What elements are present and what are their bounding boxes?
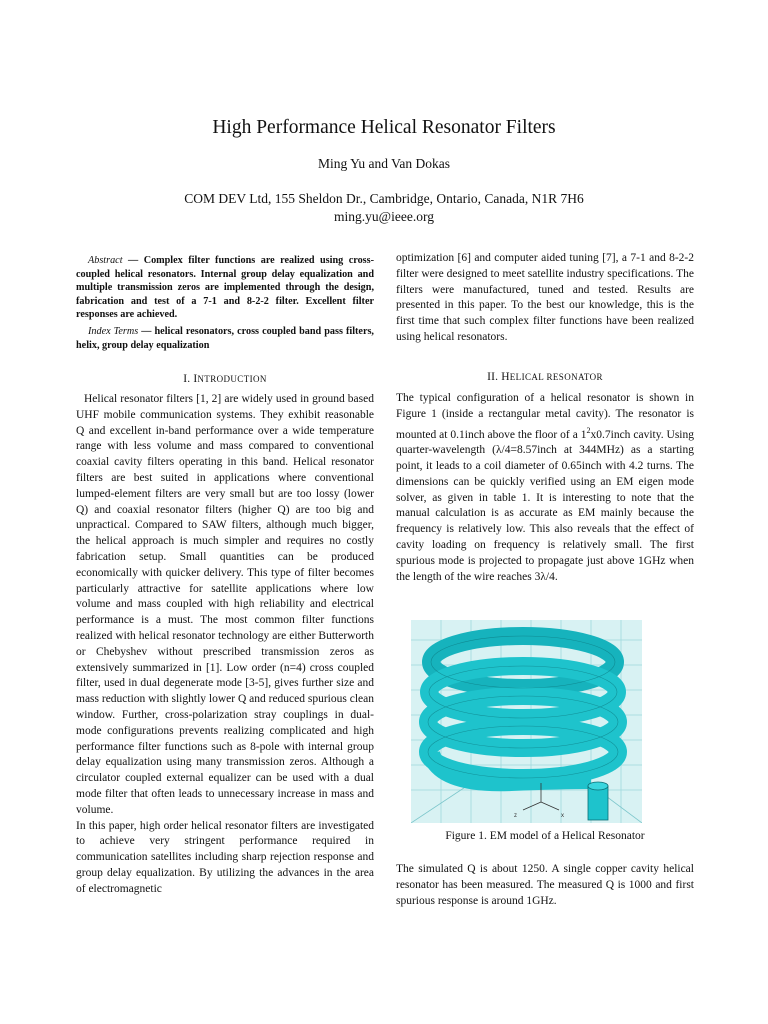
helical-paragraph-2: The simulated Q is about 1250. A single copper cavity helical resonator has been measured. The measured Q is 1000 and first spurious response is around 1GHz. xyxy=(396,863,694,907)
section-2-title: ELICAL RESONATOR xyxy=(509,372,603,382)
superscript-2: 2 xyxy=(586,425,591,435)
helical-paragraph-1-a: The typical configuration of a helical resonator is shown in Figure 1 (inside a rectangular metal cavity). The resonator is mounted at 0.1inch above the floor of a 1 xyxy=(396,392,694,441)
abstract-block xyxy=(76,254,374,355)
index-terms-label: Index Terms xyxy=(88,325,139,337)
coil-post-top xyxy=(588,782,608,790)
paper-title: High Performance Helical Resonator Filters xyxy=(212,117,556,138)
section-helical-body xyxy=(396,391,694,585)
paper-authors: Ming Yu and Van Dokas xyxy=(318,156,450,171)
section-2-num: II. H xyxy=(487,371,510,383)
helical-paragraph-1-b: x0.7inch cavity. Using quarter-wavelength (λ/4=8.57inch at 344MHz) as a starting point, it leads to a coil diameter of 0.65inch with 4.2 turns. The dimensions can be quickly verified using an EM eigen mode solver, as given in table 1. It is interesting to note that the manual calculation is as accurate as EM mainly because the frequency is relatively low. This also reveals that the effect of cavity loading on frequency is relatively small. The first spurious mode is projected to propagate just above 1GHz when the length of the wire reaches 3λ/4. xyxy=(396,428,694,583)
after-figure-block xyxy=(396,862,694,909)
abstract-label: Abstract xyxy=(88,255,123,266)
right-intro-block xyxy=(396,251,694,346)
affiliation: COM DEV Ltd, 155 Sheldon Dr., Cambridge, Ontario, Canada, N1R 7H6 xyxy=(184,191,584,206)
author-email: ming.yu@ieee.org xyxy=(334,209,434,224)
affiliation-block xyxy=(0,190,768,226)
intro-paragraph-2: In this paper, high order helical resonator filters are investigated to achieve very stringent performance required in communication satellites including sharp rejection response and group delay equalization. By utilizing the advances in the area of electromagnetic xyxy=(76,819,374,895)
coil-post xyxy=(588,786,608,820)
section-heading-helical-resonator xyxy=(396,370,694,385)
figure-helical-em-model xyxy=(411,620,642,823)
intro-paragraph-1: Helical resonator filters [1, 2] are widely used in ground based UHF mobile communication systems. They exhibit reasonable Q and excellent in-band performance over a wide temperature range with less volume and mass compared to conventional coaxial cavity filters operating in this band. Helical resonator filters are best suited in applications where conventional lumped-element filters are very small but are too lossy (lower Q) and coaxial resonator filters (higher Q) are too big and unpractical. Compared to SAW filters, although much bigger, the helical approach is much simpler and requires no costly fabrication setup. Small quantities can be produced economically with quicker delivery. This type of filter becomes particularly attractive for satellite applications where low volume and mass coupled with high reliability and electrical performance is a must. The most common filter functions realized with helical resonator technology are either Butterworth or Chebyshev without prescribed transmission zeros as extensively summarized in [1]. Low order (n=4) cross coupled filter, used in dual degenerate mode [3-5], gives further size and mass reduction with slightly lower Q and reduced spurious clean window. Further, cross-polarization stray couplings in dual-mode configurations prevents realizing complicated and high performance filter functions such as 8-pole with internal group delay equalization using many transmission zeros. Although a circulator coupled external equalizer can be used with a dual mode filter that often leads to unnecessary increase in mass and volume. xyxy=(76,393,374,816)
figure-caption: Figure 1. EM model of a Helical Resonator xyxy=(445,830,645,842)
abstract-paragraph xyxy=(76,254,374,322)
axis-label-z: z xyxy=(514,813,517,819)
index-terms-paragraph xyxy=(76,325,374,352)
abstract-text: — Complex filter functions are realized using cross-coupled helical resonators. Internal group delay equalization and multiple transmission zeros are implemented through the design, fabrication and test of a 7-1 and 8-2-2 filter. Excellent filter responses are achieved. xyxy=(76,255,374,321)
section-heading-introduction xyxy=(76,372,374,387)
axis-label-x: x xyxy=(561,813,564,819)
section-1-title: NTRODUCTION xyxy=(197,374,267,384)
helical-coil-illustration xyxy=(411,620,642,823)
index-terms-text: — helical resonators, cross coupled band pass filters, helix, group delay equalization xyxy=(76,325,374,351)
section-1-num: I. I xyxy=(183,373,198,385)
helical-paragraph-1 xyxy=(396,391,694,585)
right-intro-text: optimization [6] and computer aided tuning [7], a 7-1 and 8-2-2 filter were designed to meet satellite industry specifications. The filters were manufactured, tuned and tested. Results are presented in this paper. To the best our knowledge, this is the first time that such complex filter functions have been realized using helical resonators. xyxy=(396,252,694,343)
section-introduction-body xyxy=(76,392,374,898)
